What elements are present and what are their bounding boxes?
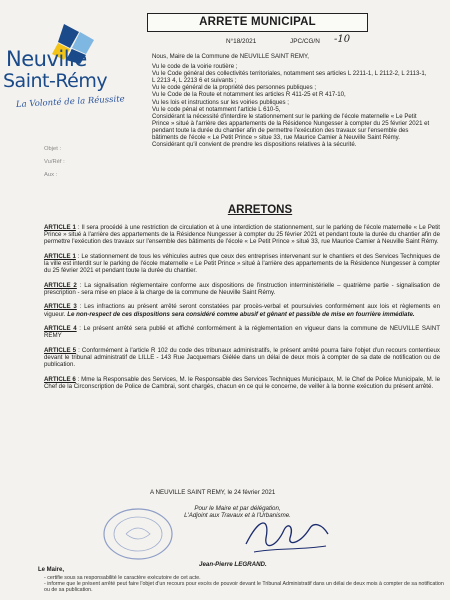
article-label: ARTICLE 4 (44, 325, 77, 333)
arretons-heading: ARRETONS (227, 204, 293, 216)
logo-town-name-line1: Neuville (6, 47, 87, 71)
article-label: ARTICLE 2 (44, 281, 77, 289)
side-label-aux: Aux : (44, 172, 58, 178)
article-text: : Le présent arrêté sera publié et affiché conformément à la réglementation en vigueur dans la commune de NEUVILLE SAINT REMY (44, 325, 440, 340)
article-label: ARTICLE 1 (44, 224, 76, 231)
articles (44, 224, 440, 397)
preamble-line: Vu le Code de la Route et notamment les articles R 411-25 et R 417-10, (152, 91, 346, 99)
place-and-date: A NEUVILLE SAINT REMY, le 24 février 2021 (150, 489, 276, 496)
delegation-line: Pour le Maire et par délégation, (194, 505, 281, 512)
preamble-line: Considérant la nécessité d'interdire le stationnement sur le parking de l'école maternelle « Le Petit Prince » situé à l'arrière des appartements de la Résidence Nungesser à compter du 25 février 2021 et pendant toute la durée du chantier afin de permettre l'exécution des travaux sur l'ensemble des bâtiments de l'école « Le Petit Prince » situe 33, rue Maurice Camier à Neuville Saint Rémy. (152, 112, 430, 142)
article (44, 253, 440, 274)
preamble-line: Considérant qu'il convient de prendre les dispositions relatives à la sécurité. (152, 141, 357, 149)
preamble-line: Vu le code général de la propriété des personnes publiques ; (152, 84, 317, 92)
preamble (152, 53, 430, 148)
handwritten-signature (240, 508, 335, 563)
article-text: : Mme la Responsable des Services, M. le Responsable des Services Techniques Municipaux, M. le Chef de Police Municipale, M. le Chef de la Circonscription de Police de Cambrai, sont chargés, chacun en ce qui le concerne, de veiller à la bonne exécution du présent arrêté. (44, 375, 441, 390)
preamble-line: Vu le code pénal et notamment l'article L 610-5, (152, 105, 281, 113)
signer-name: Jean-Pierre LEGRAND. (199, 561, 267, 568)
article-text: : Les infractions au présent arrêté seront constatées par procès-verbal et poursuivies conformément aux lois et règlements en vigueur. (44, 303, 440, 318)
footer-notes (44, 575, 444, 593)
article-text: : La signalisation réglementaire conforme aux dispositions de l'instruction interministérielle – quatrième partie - signalisation de prescription - sera mise en place à la charge de la commune de Neuville Saint Rémy. (44, 281, 440, 296)
preamble-line: Vu le Code général des collectivités territoriales, notamment ses articles L 2211-1, L 2112-2, L 2113-1, L 2213 4, L 2213 6 et suivants ; (152, 70, 427, 85)
delegation-line: L'Adjoint aux Travaux et à l'Urbanisme. (184, 512, 291, 520)
footer-line: - informe que le présent arrêté peut faire l'objet d'un recours pour excès de pouvoir devant le Tribunal Administratif dans un délai de deux mois à compter de sa notification ou de sa publication. (44, 581, 444, 594)
article-label: ARTICLE 5 (44, 346, 77, 354)
preamble-line: Nous, Maire de la Commune de NEUVILLE SAINT REMY, (152, 53, 309, 60)
article (44, 325, 440, 339)
side-label-ref: Vu/Réf : (44, 159, 65, 165)
article (44, 347, 440, 368)
article-text: : Il sera procédé à une restriction de circulation et à une interdiction de stationnement, sur le parking de l'école maternelle « Le Petit Prince » situé à l'arrière des appartements de la Résidence Nungesser à compter du 25 février 2021 et pendant toute la durée du chantier afin de permettre l'exécution des travaux sur l'ensemble des bâtiments de l'école « Le Petit Prince » situé 33, rue Maurice Camier à Neuville Saint Rémy. (44, 224, 440, 246)
footer-line: - certifie sous sa responsabilité le caractère exécutoire de cet acte. (44, 575, 201, 581)
preamble-line: Vu le code de la voirie routière ; (152, 63, 238, 71)
article (44, 303, 440, 317)
side-label-objet: Objet : (44, 146, 62, 152)
order-number: N°18/2021 (226, 38, 257, 45)
article-label: ARTICLE 3 (44, 303, 77, 311)
article (44, 376, 440, 390)
article-emphasis: Le non-respect de ces dispositions sera considéré comme abusif et gênant et passible de mise en fourrière immédiate. (67, 310, 415, 318)
logo-slogan: La Volonté de la Réussite (15, 94, 125, 110)
article-label: ARTICLE 6 (44, 375, 76, 383)
reference-code: JPC/CG/N (290, 38, 320, 45)
document-title: ARRETE MUNICIPAL (147, 13, 368, 32)
preamble-line: Vu les lois et instructions sur les voiries publiques ; (152, 98, 289, 106)
side-labels (44, 143, 65, 182)
article-text: : Conformément à l'article R 102 du code des tribunaux administratifs, le présent arrêté pourra faire l'objet d'un recours contentieux devant le tribunal administratif de LILLE - 143 Rue Jacquemars Giélée dans un délai de deux mois à compter de sa date de notification ou de publication. (44, 346, 440, 369)
footer-heading: Le Maire, (38, 567, 65, 573)
article-label: ARTICLE 1 (44, 252, 76, 260)
logo-town-name-line2: Saint-Rémy (3, 70, 108, 92)
reference-mark: -10 (334, 34, 351, 45)
official-stamp (96, 504, 180, 564)
article (44, 224, 440, 245)
article-text: : Le stationnement de tous les véhicules autres que ceux des entreprises intervenant sur le chantiers et des Services Techniques de la ville est interdit sur le parking de l'école maternelle « Le Petit Prince » situé à l'arrière des appartements de la Résidence Nungesser à compter du 25 février 2021 et pendant toute la durée du chantier. (44, 252, 440, 275)
article (44, 282, 440, 296)
